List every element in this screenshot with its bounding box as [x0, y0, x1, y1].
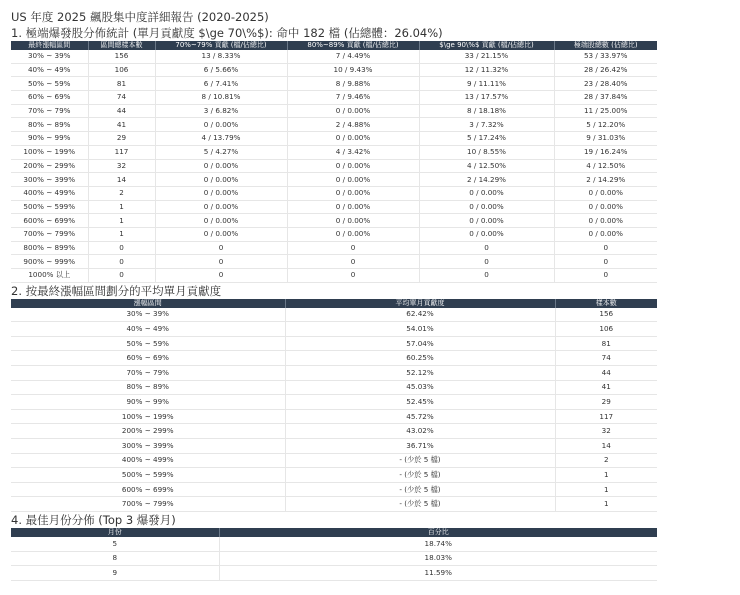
table-header-row — [11, 528, 657, 537]
table-cell: 0 / 0.00% — [287, 104, 419, 118]
table-cell: 30% ~ 39% — [11, 308, 285, 322]
table-cell: 0 / 0.00% — [419, 186, 554, 200]
table-cell: 41 — [555, 380, 657, 395]
table-cell: 0 — [88, 269, 155, 283]
table-cell: 0 / 0.00% — [287, 159, 419, 173]
table-cell: 13 / 17.57% — [419, 91, 554, 105]
table-row — [11, 173, 657, 187]
table-cell: 400% ~ 499% — [11, 186, 88, 200]
table-cell: 23 / 28.40% — [554, 77, 657, 91]
table-cell: 4 / 3.42% — [287, 145, 419, 159]
table-cell: 0 / 0.00% — [287, 227, 419, 241]
table-cell: 3 / 7.32% — [419, 118, 554, 132]
table-cell: 4 / 13.79% — [155, 132, 287, 146]
table-cell: 0 / 0.00% — [554, 227, 657, 241]
table-cell: 0 — [88, 241, 155, 255]
table-cell: 8 / 9.88% — [287, 77, 419, 91]
table-cell: 9 / 11.11% — [419, 77, 554, 91]
table-cell: 0 — [554, 255, 657, 269]
table-row — [11, 380, 657, 395]
table-cell: 106 — [88, 63, 155, 77]
table-row — [11, 104, 657, 118]
table-cell: 0 — [419, 241, 554, 255]
table-row — [11, 186, 657, 200]
table-cell: 70% ~ 79% — [11, 366, 285, 381]
table-cell: 18.03% — [219, 551, 657, 566]
table-row — [11, 551, 657, 566]
table-cell: 0 / 0.00% — [287, 173, 419, 187]
table-cell: 11 / 25.00% — [554, 104, 657, 118]
table-cell: 6 / 7.41% — [155, 77, 287, 91]
table-row — [11, 255, 657, 269]
section2-title: 2. 按最終漲幅區間劃分的平均單月貢獻度 — [11, 283, 222, 298]
table-cell: 0 — [287, 255, 419, 269]
table-cell: 44 — [88, 104, 155, 118]
table-cell: 700% ~ 799% — [11, 497, 285, 512]
table-row — [11, 482, 657, 497]
table-cell: 74 — [555, 351, 657, 366]
table-cell: 60% ~ 69% — [11, 91, 88, 105]
section4-title: 4. 最佳月份分佈 (Top 3 爆發月) — [11, 513, 176, 527]
table-cell: 0 — [287, 241, 419, 255]
table-cell: 54.01% — [285, 322, 555, 337]
table-cell: 11.59% — [219, 566, 657, 581]
table-cell: 200% ~ 299% — [11, 159, 88, 173]
table-row — [11, 351, 657, 366]
average-contribution-table — [11, 299, 657, 512]
best-month-table — [11, 528, 657, 581]
table-cell: 0 / 0.00% — [155, 186, 287, 200]
table-cell: 29 — [555, 395, 657, 410]
table-row — [11, 91, 657, 105]
table-row — [11, 159, 657, 173]
table-cell: 13 / 8.33% — [155, 50, 287, 63]
column-header: 月份 — [11, 528, 219, 537]
column-header: 漲幅區間 — [11, 299, 285, 308]
table-row — [11, 322, 657, 337]
column-header: 樣本數 — [555, 299, 657, 308]
table-row — [11, 468, 657, 483]
table-cell: 800% ~ 899% — [11, 241, 88, 255]
table-cell: 1 — [88, 227, 155, 241]
table-cell: 9 / 31.03% — [554, 132, 657, 146]
table-cell: 700% ~ 799% — [11, 227, 88, 241]
table-cell: 32 — [88, 159, 155, 173]
column-header: 70%~79% 貢獻 (檔/佔總比) — [155, 41, 287, 50]
table-cell: 28 / 26.42% — [554, 63, 657, 77]
table-row — [11, 50, 657, 63]
table-cell: 1 — [88, 200, 155, 214]
table-cell: 44 — [555, 366, 657, 381]
table-cell: 9 — [11, 566, 219, 581]
table-cell: 52.45% — [285, 395, 555, 410]
table-cell: 0 / 0.00% — [287, 200, 419, 214]
table-cell: 0 / 0.00% — [155, 118, 287, 132]
report-title: US 年度 2025 飆股集中度詳細報告 (2020-2025) — [11, 10, 269, 24]
table-cell: 1000% 以上 — [11, 269, 88, 283]
table-cell: 117 — [555, 409, 657, 424]
table-cell: 19 / 16.24% — [554, 145, 657, 159]
table-cell: 600% ~ 699% — [11, 214, 88, 228]
column-header: 極端股總數 (佔總比) — [554, 41, 657, 50]
table-cell: 36.71% — [285, 439, 555, 454]
table-cell: 0 / 0.00% — [419, 227, 554, 241]
table-row — [11, 63, 657, 77]
table-cell: 80% ~ 89% — [11, 118, 88, 132]
table-cell: 5 — [11, 537, 219, 551]
extreme-distribution-table — [11, 41, 657, 283]
table-row — [11, 77, 657, 91]
table-cell: 14 — [555, 439, 657, 454]
table-cell: 10 / 9.43% — [287, 63, 419, 77]
table-cell: 14 — [88, 173, 155, 187]
table-cell: 1 — [555, 482, 657, 497]
column-header: 平均單月貢獻度 — [285, 299, 555, 308]
table-cell: 41 — [88, 118, 155, 132]
table-cell: 0 / 0.00% — [419, 214, 554, 228]
table-cell: 117 — [88, 145, 155, 159]
table-cell: 500% ~ 599% — [11, 200, 88, 214]
table-cell: 28 / 37.84% — [554, 91, 657, 105]
table-cell: 50% ~ 59% — [11, 336, 285, 351]
table-cell: 90% ~ 99% — [11, 395, 285, 410]
table-row — [11, 439, 657, 454]
table-cell: 0 — [88, 255, 155, 269]
table-cell: 52.12% — [285, 366, 555, 381]
column-header: 最終漲幅區間 — [11, 41, 88, 50]
table-cell: 300% ~ 399% — [11, 173, 88, 187]
table-cell: 0 / 0.00% — [155, 227, 287, 241]
table-cell: 2 / 14.29% — [419, 173, 554, 187]
table-row — [11, 308, 657, 322]
column-header: 百分比 — [219, 528, 657, 537]
table-cell: 1 — [555, 497, 657, 512]
table-cell: 0 — [554, 241, 657, 255]
table-cell: 81 — [88, 77, 155, 91]
table-row — [11, 409, 657, 424]
table-cell: 32 — [555, 424, 657, 439]
table-cell: 60% ~ 69% — [11, 351, 285, 366]
table-cell: 33 / 21.15% — [419, 50, 554, 63]
table-cell: 29 — [88, 132, 155, 146]
table-cell: 0 / 0.00% — [155, 173, 287, 187]
table-cell: 400% ~ 499% — [11, 453, 285, 468]
table-cell: 18.74% — [219, 537, 657, 551]
table-cell: 500% ~ 599% — [11, 468, 285, 483]
table-cell: 6 / 5.66% — [155, 63, 287, 77]
table-cell: 156 — [88, 50, 155, 63]
table-cell: 0 / 0.00% — [554, 214, 657, 228]
table-cell: 300% ~ 399% — [11, 439, 285, 454]
column-header: 80%~89% 貢獻 (檔/佔總比) — [287, 41, 419, 50]
table-cell: 57.04% — [285, 336, 555, 351]
table-cell: 200% ~ 299% — [11, 424, 285, 439]
column-header: 區間總樣本數 — [88, 41, 155, 50]
table-cell: 70% ~ 79% — [11, 104, 88, 118]
table-cell: 50% ~ 59% — [11, 77, 88, 91]
report-page — [11, 10, 657, 581]
column-header: $\ge 90\%$ 貢獻 (檔/佔總比) — [419, 41, 554, 50]
table-cell: 81 — [555, 336, 657, 351]
table-cell: 10 / 8.55% — [419, 145, 554, 159]
table-cell: - (少於 5 檔) — [285, 497, 555, 512]
table-cell: 40% ~ 49% — [11, 63, 88, 77]
table-cell: 90% ~ 99% — [11, 132, 88, 146]
section1-title: 1. 極端爆發股分佈統計 (單月貢獻度 $\ge 70\%$): 命中 182 檔 (佔總體：26.04%) — [11, 26, 443, 40]
table-cell: 3 / 6.82% — [155, 104, 287, 118]
table-cell: 0 — [419, 269, 554, 283]
table-cell: 0 / 0.00% — [554, 186, 657, 200]
table-row — [11, 366, 657, 381]
table-cell: 80% ~ 89% — [11, 380, 285, 395]
table-cell: 5 / 4.27% — [155, 145, 287, 159]
table-cell: 60.25% — [285, 351, 555, 366]
table-cell: 900% ~ 999% — [11, 255, 88, 269]
table-row — [11, 269, 657, 283]
table-row — [11, 214, 657, 228]
table-cell: 8 / 18.18% — [419, 104, 554, 118]
table-row — [11, 145, 657, 159]
table-cell: 0 / 0.00% — [155, 214, 287, 228]
table-cell: 1 — [88, 214, 155, 228]
table-cell: 0 — [287, 269, 419, 283]
table-cell: 0 / 0.00% — [419, 200, 554, 214]
table-row — [11, 453, 657, 468]
table-cell: 43.02% — [285, 424, 555, 439]
table-cell: 2 — [555, 453, 657, 468]
table-cell: 156 — [555, 308, 657, 322]
table-row — [11, 118, 657, 132]
table-cell: 0 / 0.00% — [554, 200, 657, 214]
table-cell: 2 / 4.88% — [287, 118, 419, 132]
table-cell: - (少於 5 檔) — [285, 453, 555, 468]
table-cell: 7 / 9.46% — [287, 91, 419, 105]
table-row — [11, 395, 657, 410]
table-cell: 7 / 4.49% — [287, 50, 419, 63]
table-cell: 0 / 0.00% — [287, 132, 419, 146]
table-cell: - (少於 5 檔) — [285, 482, 555, 497]
table-cell: 0 / 0.00% — [155, 200, 287, 214]
table-cell: 0 / 0.00% — [287, 186, 419, 200]
table-cell: 40% ~ 49% — [11, 322, 285, 337]
table-row — [11, 132, 657, 146]
table-row — [11, 424, 657, 439]
table-cell: 8 / 10.81% — [155, 91, 287, 105]
table-row — [11, 200, 657, 214]
table-row — [11, 241, 657, 255]
table-row — [11, 566, 657, 581]
table-row — [11, 336, 657, 351]
table-cell: 45.03% — [285, 380, 555, 395]
table-cell: 106 — [555, 322, 657, 337]
table-cell: - (少於 5 檔) — [285, 468, 555, 483]
table-cell: 0 — [419, 255, 554, 269]
table-row — [11, 537, 657, 551]
table-header-row — [11, 299, 657, 308]
table-cell: 30% ~ 39% — [11, 50, 88, 63]
table-row — [11, 497, 657, 512]
table-cell: 62.42% — [285, 308, 555, 322]
table-cell: 600% ~ 699% — [11, 482, 285, 497]
table-cell: 0 — [155, 269, 287, 283]
table-cell: 0 — [554, 269, 657, 283]
table-cell: 0 — [155, 255, 287, 269]
table-cell: 100% ~ 199% — [11, 409, 285, 424]
table-cell: 74 — [88, 91, 155, 105]
table-cell: 53 / 33.97% — [554, 50, 657, 63]
table-cell: 0 / 0.00% — [287, 214, 419, 228]
table-cell: 45.72% — [285, 409, 555, 424]
table-header-row — [11, 41, 657, 50]
table-cell: 100% ~ 199% — [11, 145, 88, 159]
table-cell: 1 — [555, 468, 657, 483]
table-cell: 0 — [155, 241, 287, 255]
table-cell: 4 / 12.50% — [554, 159, 657, 173]
table-cell: 8 — [11, 551, 219, 566]
table-cell: 5 / 12.20% — [554, 118, 657, 132]
table-cell: 5 / 17.24% — [419, 132, 554, 146]
table-cell: 12 / 11.32% — [419, 63, 554, 77]
table-cell: 0 / 0.00% — [155, 159, 287, 173]
table-cell: 2 / 14.29% — [554, 173, 657, 187]
table-cell: 4 / 12.50% — [419, 159, 554, 173]
table-row — [11, 227, 657, 241]
table-cell: 2 — [88, 186, 155, 200]
